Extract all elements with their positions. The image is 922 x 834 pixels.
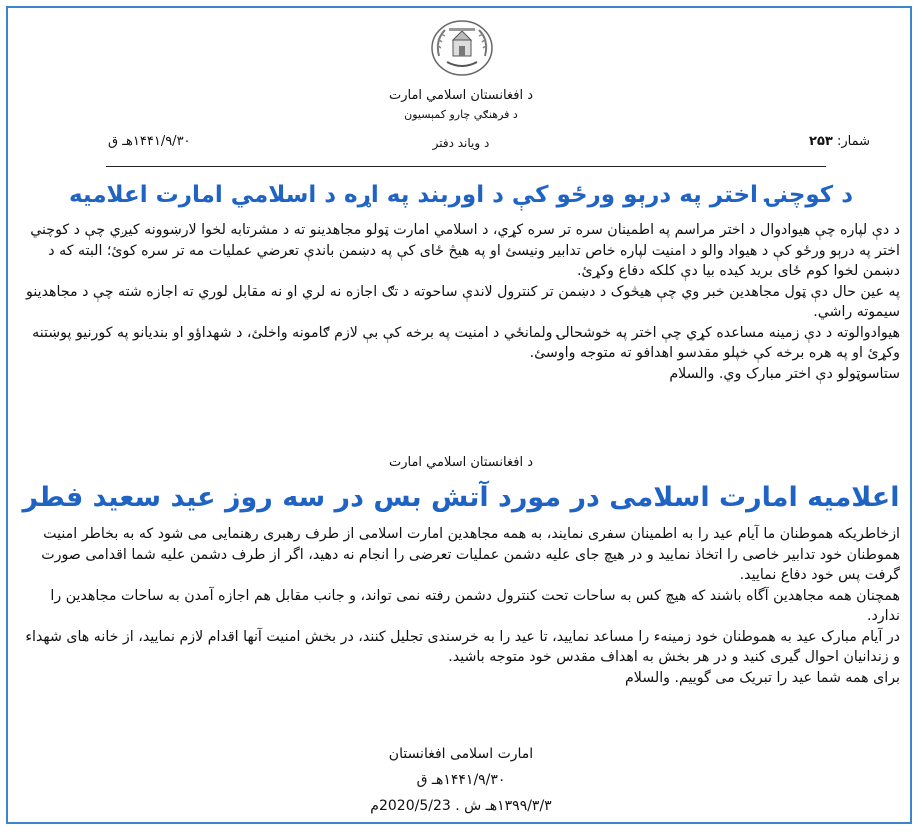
dari-body (20, 524, 900, 688)
dari-date-line: ۱۳۹۹/۳/۳هـ ش . 2020/5/23م (370, 798, 552, 814)
header-office-name: د ویاند دفتر (432, 136, 490, 150)
pashto-title: د کوچنۍ اختر په درېو ورځو کې د اوربند په اړه د اسلامي امارت اعلاميه (68, 182, 853, 208)
pashto-paragraph: د دې لپاره چې هيوادوال د اختر مراسم په اطمينان سره تر سره کړي، د اسلامي امارت ټولو مجاهدينو ته د مشرتابه لخوا لارښوونه کيږي چې د کوچني اختر په درېو ورځو کې د هيواد والو د امنيت لپاره خاص تدابير ونيسئ او په هيڅ ځای کې په دښمن باندې تعرضي عمليات مه تر سره کوئ؛ البته که د دښمن لخوا کوم ځای بريد کيده بيا دې کلکه دفاع وکړئ. (30, 222, 900, 279)
document-frame (6, 6, 912, 824)
emirate-emblem-icon (427, 18, 497, 78)
pashto-body (20, 220, 900, 384)
header-commission-name: د فرهنګي چارو کمېسيون (404, 108, 518, 121)
dari-paragraph: برای همه شما عید را تبریک می گوییم. والسلام (624, 669, 900, 686)
pashto-paragraph: ستاسوټولو دې اختر مبارک وي. والسلام (669, 365, 900, 382)
header-emirate-name: د افغانستان اسلامي امارت (388, 88, 533, 103)
dari-title: اعلامیه امارت اسلامی در مورد آتش بس در سه روز عید سعید فطر (22, 482, 900, 513)
dari-paragraph: ازخاطریکه هموطنان ما آیام عید را به اطمینان سفری نمایند، به همه مجاهدین امارت اسلامی از طرف رهبری رهنمایی می شود که به بخاطر امنیت هموطنان خود تدابیر خاصی را اتخاذ نمایید و در هیچ جای علیه دشمن عملیات تعرضی را انجام نه دهید، اگر از طرف دشمن علیه شما اقدامی صورت گرفت پس خود دفاع نمایید. (41, 526, 900, 583)
dari-date-qamari: ۱۴۴۱/۹/۳۰هـ ق (416, 772, 506, 788)
dari-signature: امارت اسلامی افغانستان (388, 746, 534, 762)
pashto-signature: د افغانستان اسلامي امارت (388, 455, 533, 470)
header-divider (106, 166, 826, 167)
dari-paragraph: همچنان همه مجاهدین آگاه باشند که هیچ کس به ساحات تحت کنترول دشمن رفته نمی تواند، و جانب مقابل هم اجازه آمدن به ساحات مجاهدین را ندارد. (50, 587, 900, 624)
pashto-paragraph: هيوادوالوته د دې زمينه مساعده کړي چې اختر په خوشحالۍ ولمانځي د امنيت په برخه کې بې لازم ګامونه واخلئ، د شهداؤو او بنديانو په کورنيو پوښتنه وکړئ او په هره برخه کې خپلو مقدسو اهدافو ته متوجه واوسئ. (32, 324, 900, 361)
dari-paragraph: در آیام مبارک عید به هموطنان خود زمینهء را مساعد نمایید، تا عید را به خرسندی تجلیل کنند، در بخش امنیت آنها اقدام لازم نمایید، از خانه های شهداء و زندانیان احوال گیری کنید و در هر بخش به اهداف مقدس خود متوجه باشید. (25, 628, 900, 665)
pashto-paragraph: په عين حال دې ټول مجاهدين خبر وي چې هيڅوک د دښمن تر کنترول لاندې ساحوته د تګ اجازه نه لري او نه مقابل لوري ته اجازه شته چې د مجاهدينو سيموته راشي. (26, 283, 900, 320)
document-number-value: ۲۵۳ (809, 134, 833, 149)
document-number (809, 134, 870, 149)
document-number-label: شمار: (836, 134, 870, 149)
document-date: ۱۴۴۱/۹/۳۰هـ ق (108, 134, 191, 149)
